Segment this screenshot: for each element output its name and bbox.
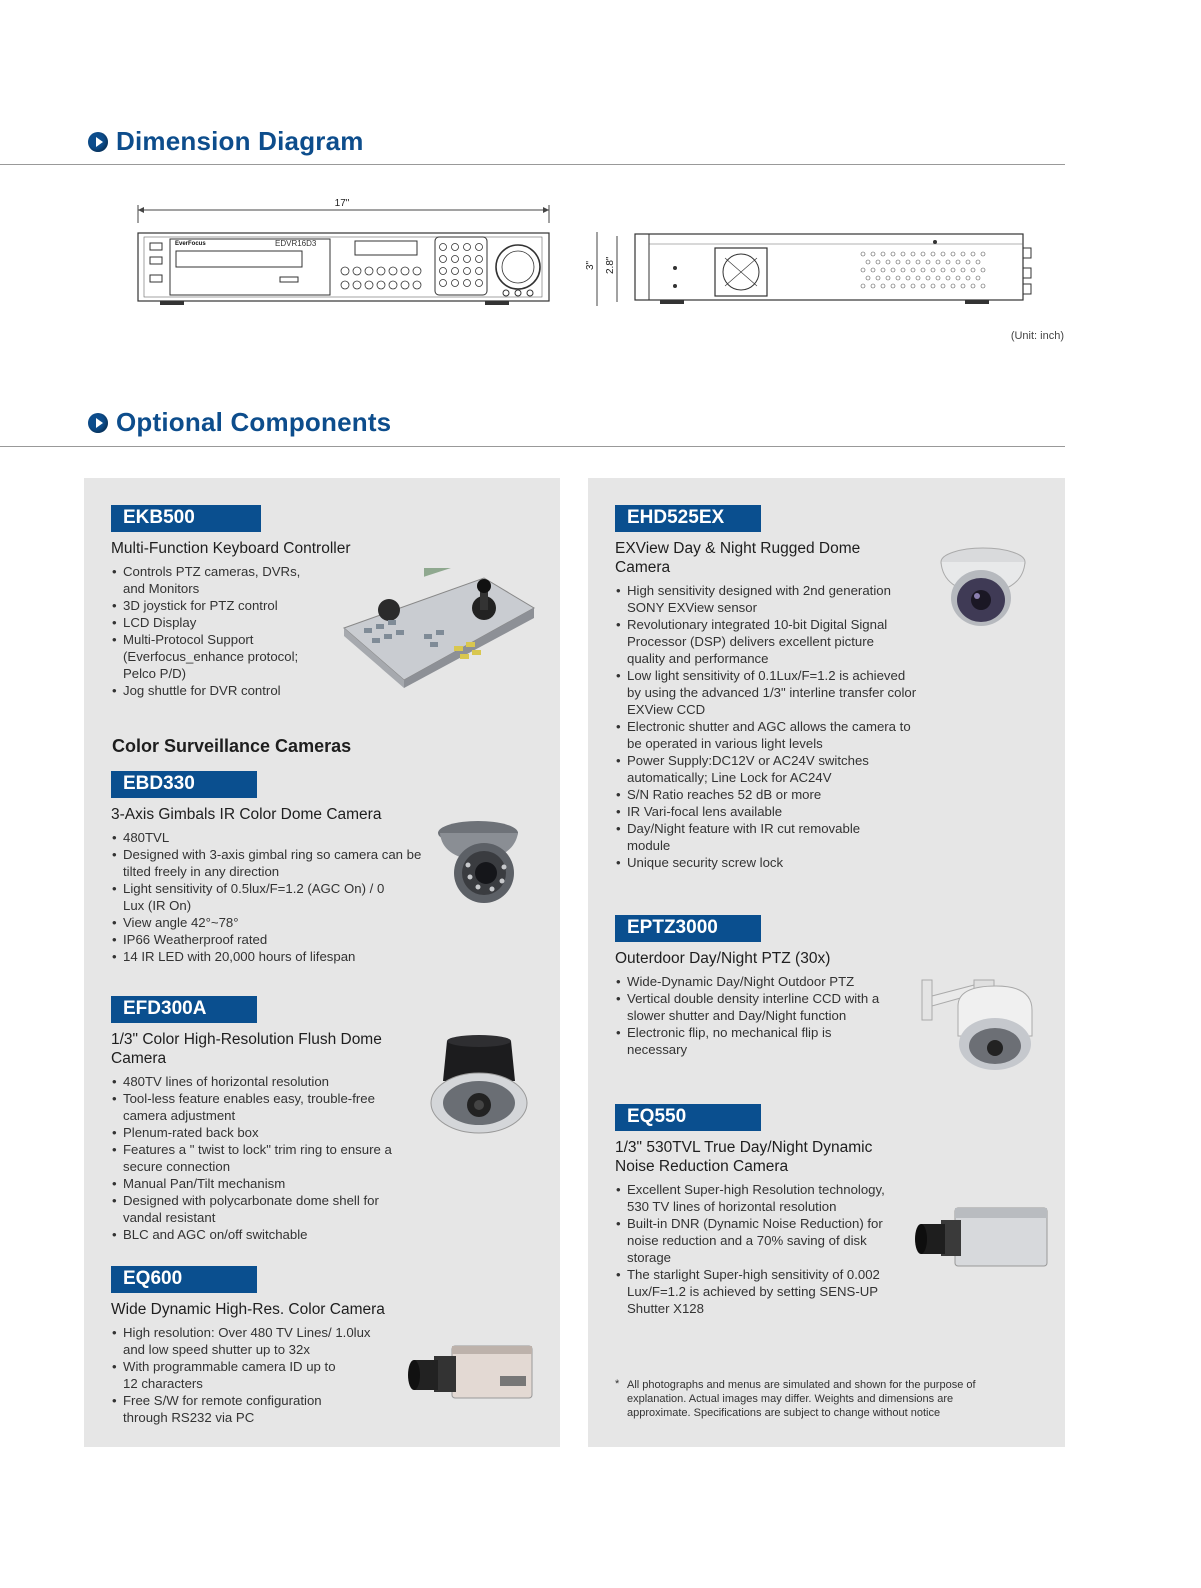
- feature-item: • Features a " twist to lock" trim ring to ensure a secure connection: [111, 1141, 403, 1175]
- feature-item: • High sensitivity designed with 2nd generation SONY EXView sensor: [615, 582, 912, 616]
- feature-item: • Revolutionary integrated 10-bit Digital Signal Processor (DSP) delivers excellent picture quality and performance: [615, 616, 912, 667]
- product-subtitle: Outerdoor Day/Night PTZ (30x): [615, 950, 831, 967]
- height-inner-label: 2.8": [605, 256, 616, 274]
- feature-item: • 480TV lines of horizontal resolution: [111, 1073, 403, 1090]
- feature-item: • LCD Display: [111, 614, 321, 631]
- product-efd300a: [111, 996, 411, 1243]
- product-ebd330: [111, 771, 431, 965]
- product-tag: EBD330: [111, 771, 257, 798]
- disclaimer-footnote: * All photographs and menus are simulated and shown for the purpose of explanation. Actual images may differ. Weights and dimensions are approximate. Specifications are subject to change without notice: [615, 1378, 1017, 1420]
- feature-item: • Unique security screw lock: [615, 854, 915, 871]
- feature-item: • S/N Ratio reaches 52 dB or more: [615, 786, 915, 803]
- feature-item: • Controls PTZ cameras, DVRs, and Monitors: [111, 563, 321, 597]
- section-divider: [0, 164, 1065, 165]
- ptz-camera-photo: [918, 966, 1038, 1074]
- feature-item: • Power Supply:DC12V or AC24V switches automatically; Line Lock for AC24V: [615, 752, 897, 786]
- feature-list: [111, 1073, 403, 1243]
- feature-item: • With programmable camera ID up to 12 characters: [111, 1358, 353, 1392]
- feature-item: • Designed with polycarbonate dome shell for vandal resistant: [111, 1192, 403, 1226]
- feature-item: • Wide-Dynamic Day/Night Outdoor PTZ: [615, 973, 905, 990]
- dimension-diagram-title: Dimension Diagram: [116, 126, 364, 156]
- feature-item: • View angle 42°~78°: [111, 914, 427, 931]
- section-divider: [0, 446, 1065, 447]
- product-tag: EPTZ3000: [615, 915, 761, 942]
- feature-item: • Built-in DNR (Dynamic Noise Reduction) for noise reduction and a 70% saving of disk storage: [615, 1215, 909, 1266]
- feature-item: • 480TVL: [111, 829, 427, 846]
- feature-list: [111, 563, 321, 699]
- rugged-dome-camera-photo: [933, 540, 1031, 635]
- product-tag: EKB500: [111, 505, 261, 532]
- feature-item: • The starlight Super-high sensitivity of 0.002 Lux/F=1.2 is achieved by setting SENS-UP Shutter X128: [615, 1266, 907, 1317]
- dvr-front-view-diagram: [130, 195, 560, 310]
- feature-item: • Multi-Protocol Support (Everfocus_enhance protocol; Pelco P/D): [111, 631, 321, 682]
- product-subtitle: EXView Day & Night Rugged Dome Camera: [615, 540, 861, 576]
- section-title-optional: [88, 407, 391, 438]
- model-label: EDVR16D3: [275, 239, 317, 248]
- feature-list: [615, 1181, 907, 1317]
- feature-item: • Light sensitivity of 0.5lux/F=1.2 (AGC On) / 0 Lux (IR On): [111, 880, 393, 914]
- feature-list: [111, 829, 427, 965]
- keyboard-controller-photo: [334, 568, 544, 688]
- product-subtitle: 1/3" Color High-Resolution Flush Dome Camera: [111, 1031, 382, 1067]
- product-subtitle: Wide Dynamic High-Res. Color Camera: [111, 1301, 385, 1318]
- section-title-dimension: [88, 126, 364, 157]
- feature-item: • Jog shuttle for DVR control: [111, 682, 321, 699]
- product-tag: EQ550: [615, 1104, 761, 1131]
- flush-dome-camera-photo: [429, 1033, 529, 1143]
- feature-item: • Low light sensitivity of 0.1Lux/F=1.2 is achieved by using the advanced 1/3" interline transfer color EXView CCD: [615, 667, 917, 718]
- product-tag: EHD525EX: [615, 505, 761, 532]
- play-bullet-icon: [88, 132, 108, 152]
- feature-item: • Manual Pan/Tilt mechanism: [111, 1175, 403, 1192]
- ir-dome-camera-photo: [434, 813, 529, 908]
- feature-item: • Plenum-rated back box: [111, 1124, 403, 1141]
- true-day-night-camera-photo: [913, 1200, 1053, 1280]
- product-ehd525ex: [615, 505, 915, 871]
- brand-label: EverFocus: [175, 241, 206, 247]
- feature-list: [111, 1324, 391, 1426]
- feature-item: • Designed with 3-axis gimbal ring so camera can be tilted freely in any direction: [111, 846, 427, 880]
- feature-item: • IP66 Weatherproof rated: [111, 931, 427, 948]
- product-eq600: [111, 1266, 411, 1426]
- dvr-side-view-diagram: [585, 228, 1045, 313]
- feature-item: • High resolution: Over 480 TV Lines/ 1.0lux and low speed shutter up to 32x: [111, 1324, 391, 1358]
- right-panel: [588, 478, 1065, 1447]
- feature-item: • 14 IR LED with 20,000 hours of lifespan: [111, 948, 427, 965]
- product-tag: EQ600: [111, 1266, 257, 1293]
- category-heading: Color Surveillance Cameras: [112, 736, 352, 756]
- width-label: 17": [334, 198, 350, 209]
- product-subtitle: 1/3" 530TVL True Day/Night Dynamic Noise Reduction Camera: [615, 1139, 873, 1175]
- feature-item: • Free S/W for remote configuration through RS232 via PC: [111, 1392, 353, 1426]
- feature-item: • 3D joystick for PTZ control: [111, 597, 321, 614]
- product-subtitle: Multi-Function Keyboard Controller: [111, 540, 351, 557]
- feature-item: • Day/Night feature with IR cut removable module: [615, 820, 897, 854]
- feature-item: • Excellent Super-high Resolution technology, 530 TV lines of horizontal resolution: [615, 1181, 907, 1215]
- feature-item: • Electronic shutter and AGC allows the camera to be operated in various light levels: [615, 718, 915, 752]
- height-outer-label: 3": [585, 260, 596, 270]
- product-subtitle: 3-Axis Gimbals IR Color Dome Camera: [111, 806, 382, 823]
- feature-item: • Tool-less feature enables easy, trouble-free camera adjustment: [111, 1090, 403, 1124]
- unit-note: (Unit: inch): [1010, 330, 1064, 342]
- feature-item: • BLC and AGC on/off switchable: [111, 1226, 403, 1243]
- feature-item: • Electronic flip, no mechanical flip is necessary: [615, 1024, 857, 1058]
- optional-components-title: Optional Components: [116, 407, 392, 437]
- product-tag: EFD300A: [111, 996, 257, 1023]
- feature-list: [615, 582, 915, 871]
- play-bullet-icon: [88, 413, 108, 433]
- feature-item: • Vertical double density interline CCD with a slower shutter and Day/Night function: [615, 990, 907, 1024]
- product-eq550: [615, 1104, 915, 1317]
- box-camera-photo: [404, 1338, 539, 1413]
- left-panel: [84, 478, 560, 1447]
- feature-list: [615, 973, 905, 1058]
- feature-item: • IR Vari-focal lens available: [615, 803, 915, 820]
- product-eptz3000: [615, 915, 905, 1058]
